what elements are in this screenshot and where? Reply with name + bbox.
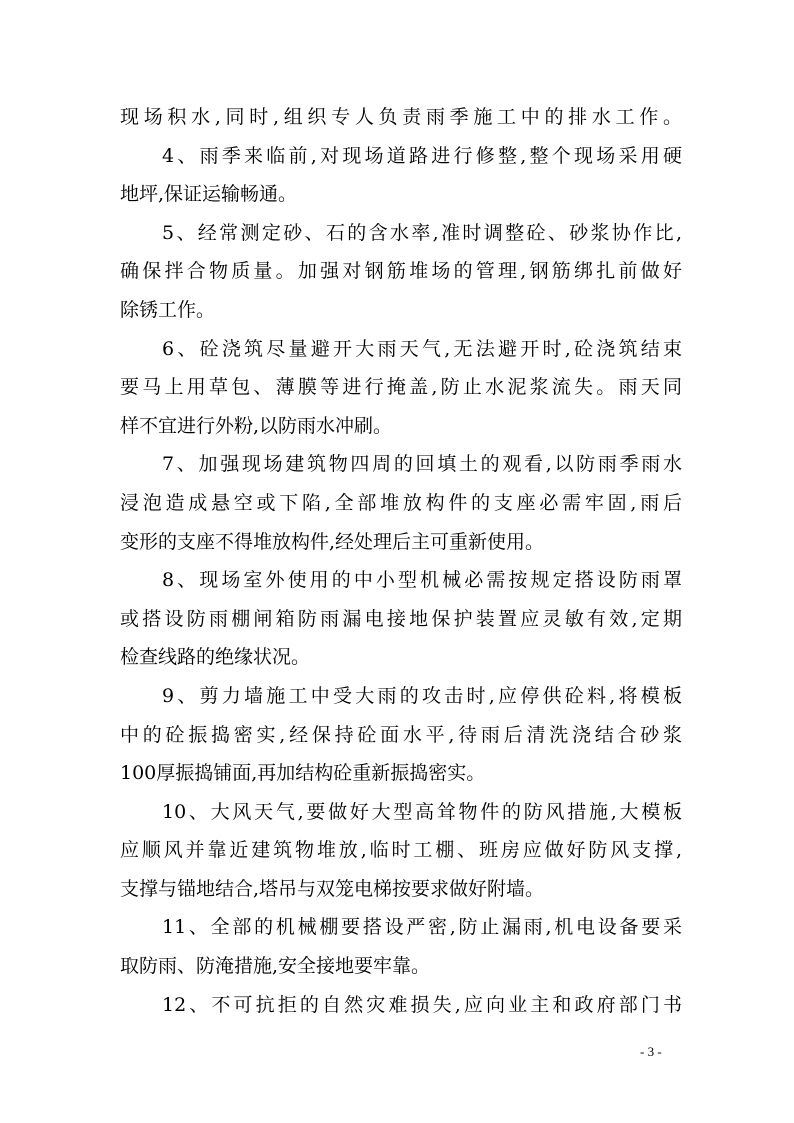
text-line: 9、剪力墙施工中受大雨的攻击时,应停供砼料,将模板 [162, 684, 682, 707]
page-number: - 3 - [640, 1044, 662, 1059]
text-line: 检查线路的绝缘状况。 [120, 646, 311, 669]
text-line: 10、大风天气,要做好大型高耸物件的防风措施,大模板 [162, 800, 682, 823]
text-line: 5、经常测定砂、石的含水率,准时调整砼、砂浆协作比, [162, 221, 682, 244]
text-line: 要马上用草包、薄膜等进行掩盖,防止水泥浆流失。雨天同 [120, 376, 682, 399]
text-line: 支撑与锚地结合,塔吊与双笼电梯按要求做好附墙。 [120, 877, 545, 900]
text-line: 12、不可抗拒的自然灾难损失,应向业主和政府部门书 [162, 993, 682, 1016]
text-line: 现场积水,同时,组织专人负责雨季施工中的排水工作。 [120, 106, 682, 128]
text-line: 或搭设防雨棚闸箱防雨漏电接地保护装置应灵敏有效,定期 [120, 607, 682, 630]
text-line: 取防雨、防淹措施,安全接地要牢靠。 [120, 955, 431, 978]
text-line: 6、砼浇筑尽量避开大雨天气,无法避开时,砼浇筑结束 [162, 337, 682, 360]
text-line: 样不宜进行外粉,以防雨水冲刷。 [120, 414, 393, 437]
text-line: 浸泡造成悬空或下陷,全部堆放构件的支座必需牢固,雨后 [120, 491, 682, 514]
text-line: 除锈工作。 [120, 298, 216, 321]
text-line: 中的砼振捣密实,经保持砼面水平,待雨后清洗浇结合砂浆 [120, 723, 682, 746]
body-text [120, 98, 682, 1024]
text-line: 确保拌合物质量。加强对钢筋堆场的管理,钢筋绑扎前做好 [120, 260, 682, 283]
text-line: 地坪,保证运输畅通。 [120, 183, 298, 206]
text-line: 7、加强现场建筑物四周的回填土的观看,以防雨季雨水 [162, 453, 682, 476]
text-line: 100厚振捣铺面,再加结构砼重新振捣密实。 [120, 762, 486, 785]
text-line: 4、雨季来临前,对现场道路进行修整,整个现场采用硬 [162, 144, 682, 167]
text-line: 8、现场室外使用的中小型机械必需按规定搭设防雨罩 [162, 569, 682, 592]
text-line: 应顺风并靠近建筑物堆放,临时工棚、班房应做好防风支撑, [120, 839, 682, 862]
text-line: 11、全部的机械棚要搭设严密,防止漏雨,机电设备要采 [162, 916, 682, 939]
text-line: 变形的支座不得堆放构件,经处理后主可重新使用。 [120, 530, 545, 553]
